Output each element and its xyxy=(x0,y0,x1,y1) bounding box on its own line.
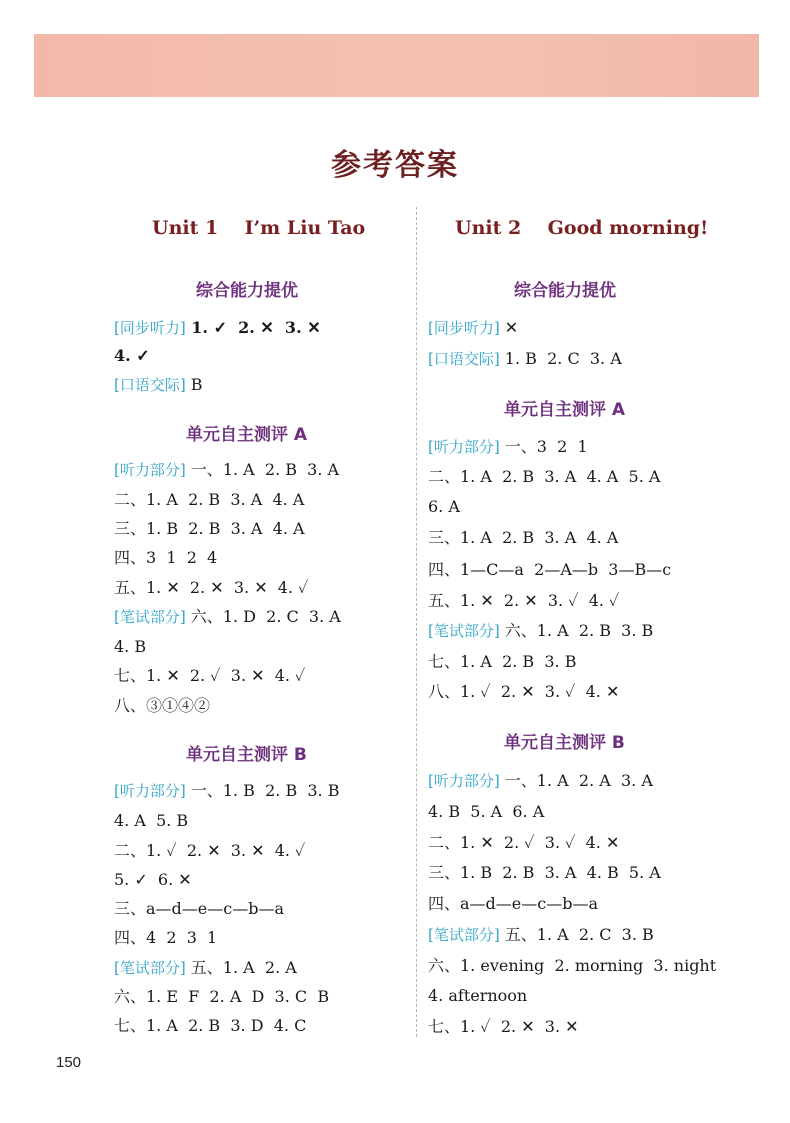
answer-line: 三、1. A 2. B 3. A 4. A xyxy=(428,528,619,547)
section-heading: 单元自主测评 B xyxy=(186,745,307,765)
answer-line: 二、1. A 2. B 3. A 4. A 5. A xyxy=(428,467,661,486)
section-heading: 单元自主测评 A xyxy=(186,425,308,445)
answer-line: 三、1. B 2. B 3. A 4. A xyxy=(114,519,305,538)
answer-line: 4. ✓ xyxy=(114,346,150,365)
answer-line: 二、1. ✕ 2. ✓ 3. ✓ 4. ✕ xyxy=(428,833,620,852)
section-tag: [笔试部分] xyxy=(114,959,186,977)
answer-text: 1. B 2. C 3. A xyxy=(499,349,622,368)
answer-text: 一、1. A 2. A 3. A xyxy=(499,771,653,790)
section-tag: [听力部分] xyxy=(428,772,500,790)
section-tag: [口语交际] xyxy=(428,350,500,368)
section-tag: [听力部分] xyxy=(114,782,186,800)
answer-line: 七、1. A 2. B 3. B xyxy=(428,652,577,671)
answer-line: 三、a—d—e—c—b—a xyxy=(114,899,284,918)
answer-line xyxy=(428,318,518,338)
answer-line: 四、1—C—a 2—A—b 3—B—c xyxy=(428,560,672,579)
section-tag: [口语交际] xyxy=(114,376,186,394)
section-tag: [笔试部分] xyxy=(114,608,186,626)
section-tag: [听力部分] xyxy=(428,438,500,456)
section-tag: [同步听力] xyxy=(428,319,500,337)
answer-text: B xyxy=(185,375,203,394)
answer-text: 1. ✓ 2. ✕ 3. ✕ xyxy=(185,318,321,337)
answer-text: 六、1. D 2. C 3. A xyxy=(185,607,341,626)
page-title: 参考答案 xyxy=(331,148,459,183)
section-heading: 综合能力提优 xyxy=(514,281,616,301)
answer-line: 八、1. ✓ 2. ✕ 3. ✓ 4. ✕ xyxy=(428,682,620,701)
answer-line xyxy=(428,349,622,369)
answer-line: 三、1. B 2. B 3. A 4. B 5. A xyxy=(428,863,661,882)
answer-line: 四、3 1 2 4 xyxy=(114,548,218,567)
unit-1-title: Unit 1 I’m Liu Tao xyxy=(152,217,366,239)
answer-line: 5. ✓ 6. ✕ xyxy=(114,870,192,889)
answer-line: 六、1. E F 2. A D 3. C B xyxy=(114,987,330,1006)
answer-line xyxy=(114,958,297,978)
answer-line: 七、1. A 2. B 3. D 4. C xyxy=(114,1016,307,1035)
answer-text: ✕ xyxy=(499,318,519,337)
answer-line xyxy=(114,781,339,801)
answer-line xyxy=(114,375,203,395)
answer-line xyxy=(114,318,321,338)
answer-line: 4. A 5. B xyxy=(114,811,189,830)
answer-line: 七、1. ✓ 2. ✕ 3. ✕ xyxy=(428,1017,579,1036)
section-heading: 单元自主测评 B xyxy=(504,733,625,753)
answer-text: 一、1. A 2. B 3. A xyxy=(185,460,340,479)
answer-line: 六、1. evening 2. morning 3. night xyxy=(428,956,717,975)
unit-2-title: Unit 2 Good morning! xyxy=(455,217,709,239)
answer-line xyxy=(428,437,588,457)
answer-line: 二、1. ✓ 2. ✕ 3. ✕ 4. ✓ xyxy=(114,841,306,860)
section-tag: [笔试部分] xyxy=(428,622,500,640)
answer-line: 七、1. ✕ 2. ✓ 3. ✕ 4. ✓ xyxy=(114,666,306,685)
answer-text: 一、3 2 1 xyxy=(499,437,588,456)
answer-text: 五、1. A 2. A xyxy=(185,958,297,977)
section-tag: [听力部分] xyxy=(114,461,186,479)
section-tag: [同步听力] xyxy=(114,319,186,337)
answer-text: 一、1. B 2. B 3. B xyxy=(185,781,340,800)
answer-line: 4. afternoon xyxy=(428,986,528,1005)
section-heading: 综合能力提优 xyxy=(196,281,298,301)
answer-text: 六、1. A 2. B 3. B xyxy=(499,621,654,640)
answer-line: 二、1. A 2. B 3. A 4. A xyxy=(114,490,305,509)
answer-line xyxy=(428,771,653,791)
answer-line: 四、4 2 3 1 xyxy=(114,928,218,947)
page-number: 150 xyxy=(56,1054,82,1071)
section-heading: 单元自主测评 A xyxy=(504,400,626,420)
answer-text: 五、1. A 2. C 3. B xyxy=(499,925,654,944)
answer-line: 4. B 5. A 6. A xyxy=(428,802,545,821)
answer-line: 6. A xyxy=(428,497,460,516)
answer-line: 五、1. ✕ 2. ✕ 3. ✓ 4. ✓ xyxy=(428,591,620,610)
answer-line: 4. B xyxy=(114,637,147,656)
answer-line xyxy=(114,460,339,480)
header-banner xyxy=(34,34,759,97)
column-divider xyxy=(416,207,417,1037)
section-tag: [笔试部分] xyxy=(428,926,500,944)
answer-line xyxy=(114,607,341,627)
answer-line xyxy=(428,621,653,641)
answer-line: 五、1. ✕ 2. ✕ 3. ✕ 4. ✓ xyxy=(114,578,309,597)
answer-line: 四、a—d—e—c—b—a xyxy=(428,894,598,913)
answer-line xyxy=(428,925,654,945)
answer-line: 八、③①④② xyxy=(114,696,211,715)
